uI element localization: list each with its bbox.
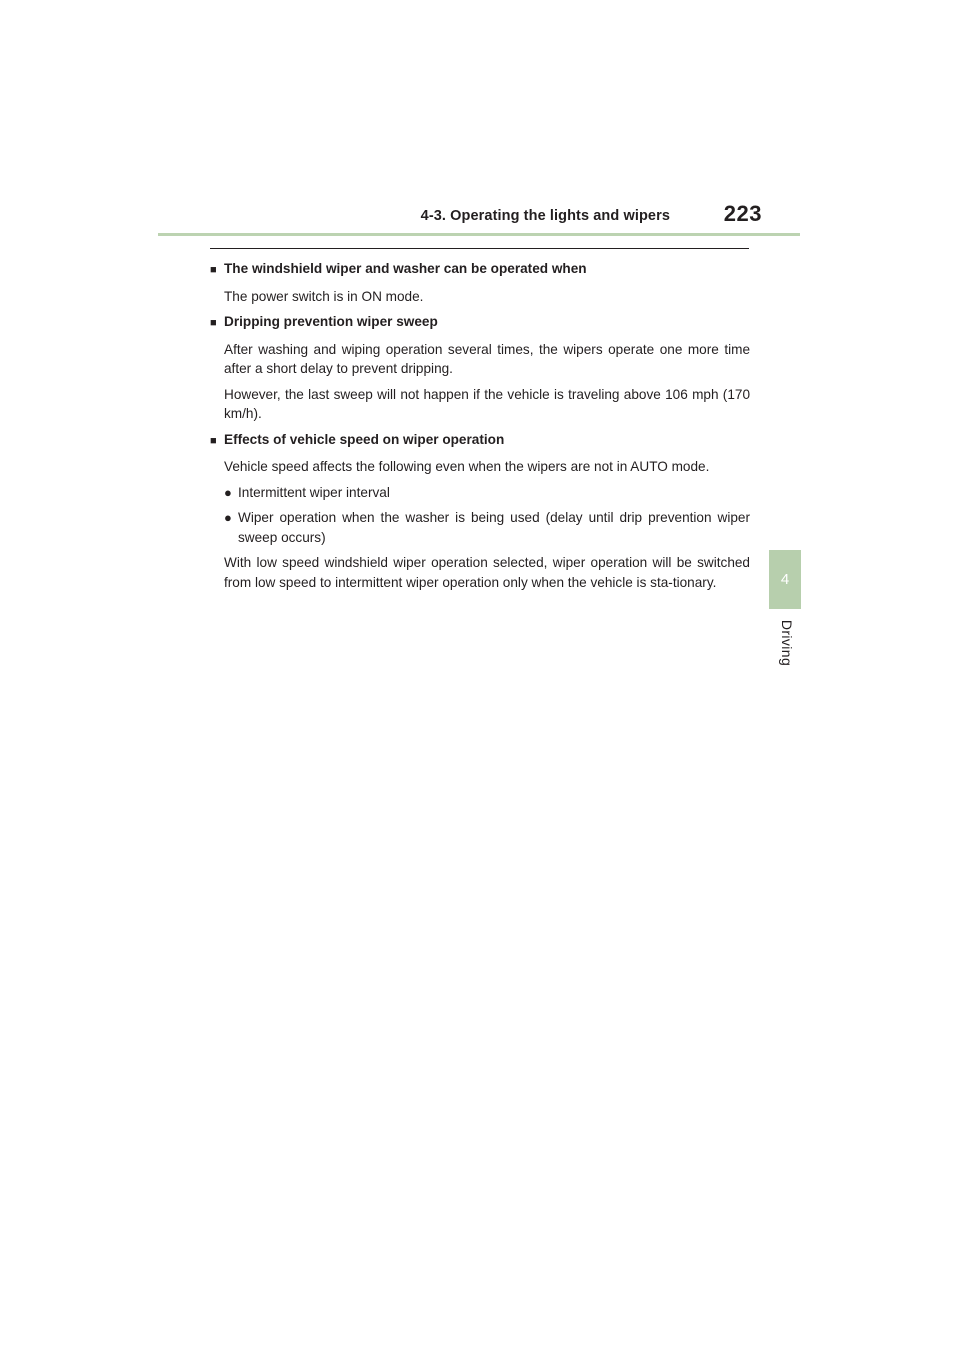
list-item-text: Intermittent wiper interval: [238, 484, 390, 500]
square-bullet-icon: ■: [210, 434, 217, 447]
section-heading: [210, 430, 750, 452]
header-rule: [158, 233, 800, 236]
header-section-title: 4-3. Operating the lights and wipers: [420, 208, 670, 224]
heading-text: Dripping prevention wiper sweep: [224, 314, 438, 329]
list-item-text: Wiper operation when the washer is being used (delay until drip prevention wiper sweep occurs): [238, 510, 750, 545]
paragraph: With low speed windshield wiper operation selected, wiper operation will be switched from low speed to intermittent wiper operation only when the vehicle is sta-tionary.: [224, 555, 750, 590]
paragraph: However, the last sweep will not happen if the vehicle is traveling above 106 mph (170 km/h).: [224, 386, 750, 421]
section-heading: [210, 312, 750, 334]
heading-text: The windshield wiper and washer can be operated when: [224, 261, 587, 276]
section-operation-conditions: [210, 259, 750, 306]
chapter-tab: [769, 550, 801, 609]
round-bullet-icon: ●: [224, 510, 232, 525]
chapter-name: Driving: [779, 619, 795, 667]
square-bullet-icon: ■: [210, 264, 217, 276]
heading-text: Effects of vehicle speed on wiper operation: [224, 431, 505, 447]
square-bullet-icon: ■: [210, 317, 217, 329]
round-bullet-icon: ●: [224, 484, 232, 500]
content: [210, 259, 750, 598]
content-rule: [210, 248, 749, 249]
section-vehicle-speed-effects: [210, 430, 750, 593]
chapter-number: 4: [780, 571, 790, 588]
section-heading: [210, 259, 750, 281]
paragraph: The power switch is in ON mode.: [224, 288, 424, 304]
paragraph: Vehicle speed affects the following even when the wipers are not in AUTO mode.: [224, 459, 710, 474]
list-item: [224, 483, 750, 503]
page-number: 223: [723, 201, 762, 226]
list-item: [224, 508, 750, 547]
paragraph: After washing and wiping operation several times, the wipers operate one more time after a short delay to prevent dripping.: [224, 341, 750, 376]
section-dripping-prevention: [210, 312, 750, 424]
